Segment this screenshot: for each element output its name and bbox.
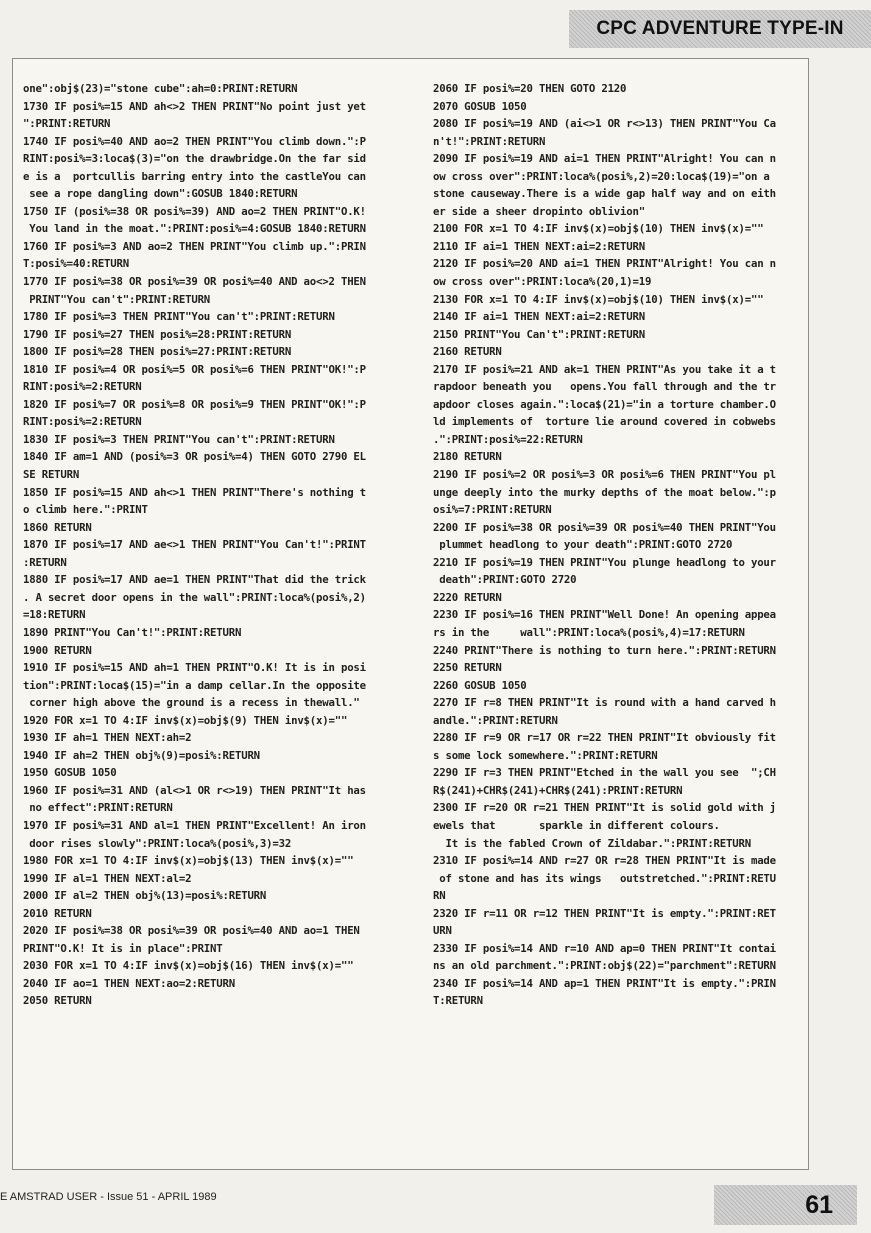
code-line: 1930 IF ah=1 THEN NEXT:ah=2 — [23, 731, 192, 745]
code-line: 1910 IF posi%=15 AND ah=1 THEN PRINT"O.K! It is in posi — [23, 661, 366, 675]
code-line: er side a sheer dropinto oblivion" — [433, 204, 645, 218]
code-line: 2050 RETURN — [23, 994, 92, 1008]
code-line: 2340 IF posi%=14 AND ap=1 THEN PRINT"It is empty.":PRIN — [433, 976, 776, 990]
code-line: no effect":PRINT:RETURN — [23, 801, 173, 815]
code-line: 2180 RETURN — [433, 450, 502, 464]
code-line: 2010 RETURN — [23, 906, 92, 920]
code-line: 2090 IF posi%=19 AND ai=1 THEN PRINT"Alright! You can n — [433, 152, 776, 166]
code-line: 1870 IF posi%=17 AND ae<>1 THEN PRINT"You Can't!":PRINT — [23, 538, 366, 552]
code-line: 1800 IF posi%=28 THEN posi%=27:PRINT:RETURN — [23, 345, 292, 359]
listing-panel — [12, 58, 809, 1170]
code-line: 1900 RETURN — [23, 643, 92, 657]
code-line: 2080 IF posi%=19 AND (ai<>1 OR r<>13) THEN PRINT"You Ca — [433, 117, 776, 131]
code-line: 2110 IF ai=1 THEN NEXT:ai=2:RETURN — [433, 239, 645, 253]
code-line: 2250 RETURN — [433, 661, 502, 675]
code-line: e is a portcullis barring entry into the castleYou can — [23, 169, 366, 183]
code-line: :RETURN — [23, 555, 67, 569]
code-line: 2100 FOR x=1 TO 4:IF inv$(x)=obj$(10) THEN inv$(x)="" — [433, 222, 764, 236]
code-line: It is the fabled Crown of Zildabar.":PRINT:RETURN — [433, 836, 751, 850]
code-line: 1830 IF posi%=3 THEN PRINT"You can't":PRINT:RETURN — [23, 432, 335, 446]
code-line: corner high above the ground is a recess in thewall." — [23, 696, 360, 710]
code-line: unge deeply into the murky depths of the moat below.":p — [433, 485, 776, 499]
code-line: 2240 PRINT"There is nothing to turn here.":PRINT:RETURN — [433, 643, 776, 657]
code-line: 1730 IF posi%=15 AND ah<>2 THEN PRINT"No point just yet — [23, 99, 366, 113]
code-line: RINT:posi%=2:RETURN — [23, 415, 142, 429]
code-line: RINT:posi%=3:loca$(3)="on the drawbridge.On the far sid — [23, 152, 366, 166]
code-line: R$(241)+CHR$(241)+CHR$(241):PRINT:RETURN — [433, 783, 683, 797]
code-line: =18:RETURN — [23, 608, 86, 622]
code-line: one":obj$(23)="stone cube":ah=0:PRINT:RETURN — [23, 82, 298, 95]
code-line: SE RETURN — [23, 468, 80, 482]
code-line: 2120 IF posi%=20 AND ai=1 THEN PRINT"Alright! You can n — [433, 257, 776, 271]
code-line: ow cross over":PRINT:loca%(20,1)=19 — [433, 275, 652, 289]
code-line: rapdoor beneath you opens.You fall through and the tr — [433, 380, 776, 394]
page-number-box — [714, 1185, 857, 1225]
publication-footer: E AMSTRAD USER - Issue 51 - APRIL 1989 — [0, 1191, 217, 1203]
code-line: see a rope dangling down":GOSUB 1840:RETURN — [23, 187, 298, 201]
code-line: 2160 RETURN — [433, 345, 502, 359]
code-line: 1840 IF am=1 AND (posi%=3 OR posi%=4) THEN GOTO 2790 EL — [23, 450, 366, 464]
code-line: 2330 IF posi%=14 AND r=10 AND ap=0 THEN PRINT"It contai — [433, 941, 776, 955]
code-line: 2210 IF posi%=19 THEN PRINT"You plunge headlong to your — [433, 555, 776, 569]
code-line: apdoor closes again.":loca$(21)="in a torture chamber.O — [433, 397, 776, 411]
code-line: o climb here.":PRINT — [23, 503, 148, 517]
code-line: ":PRINT:RETURN — [23, 117, 111, 131]
code-line: tion":PRINT:loca$(15)="in a damp cellar.In the opposite — [23, 678, 366, 692]
code-line: 1970 IF posi%=31 AND al=1 THEN PRINT"Excellent! An iron — [23, 818, 366, 832]
code-line: 2190 IF posi%=2 OR posi%=3 OR posi%=6 THEN PRINT"You pl — [433, 468, 776, 482]
code-line: ewels that sparkle in different colours. — [433, 818, 720, 832]
code-line: 2310 IF posi%=14 AND r=27 OR r=28 THEN PRINT"It is made — [433, 854, 776, 868]
code-line: URN — [433, 924, 452, 938]
code-line: 1780 IF posi%=3 THEN PRINT"You can't":PRINT:RETURN — [23, 310, 335, 324]
code-line: death":PRINT:GOTO 2720 — [433, 573, 577, 587]
code-line: osi%=7:PRINT:RETURN — [433, 503, 552, 517]
section-header — [569, 10, 871, 48]
code-line: PRINT"O.K! It is in place":PRINT — [23, 941, 223, 955]
code-line: 1740 IF posi%=40 AND ao=2 THEN PRINT"You climb down.":P — [23, 134, 366, 148]
code-line: ow cross over":PRINT:loca%(posi%,2)=20:loca$(19)="on a — [433, 169, 770, 183]
code-line: 1850 IF posi%=15 AND ah<>1 THEN PRINT"There's nothing t — [23, 485, 366, 499]
code-line: 1890 PRINT"You Can't!":PRINT:RETURN — [23, 625, 242, 639]
code-line: s some lock somewhere.":PRINT:RETURN — [433, 748, 658, 762]
code-line: 1820 IF posi%=7 OR posi%=8 OR posi%=9 THEN PRINT"OK!":P — [23, 397, 366, 411]
code-line: rs in the wall":PRINT:loca%(posi%,4)=17:RETURN — [433, 625, 745, 639]
code-line: 2280 IF r=9 OR r=17 OR r=22 THEN PRINT"It obviously fit — [433, 731, 776, 745]
code-line: 2030 FOR x=1 TO 4:IF inv$(x)=obj$(16) THEN inv$(x)="" — [23, 959, 354, 973]
code-line: 2290 IF r=3 THEN PRINT"Etched in the wall you see ";CH — [433, 766, 776, 780]
code-line: 1880 IF posi%=17 AND ae=1 THEN PRINT"That did the trick — [23, 573, 366, 587]
code-line: RINT:posi%=2:RETURN — [23, 380, 142, 394]
section-title: CPC ADVENTURE TYPE-IN — [596, 18, 844, 39]
code-line: RN — [433, 889, 446, 903]
code-line: 1790 IF posi%=27 THEN posi%=28:PRINT:RETURN — [23, 327, 292, 341]
code-line: 2040 IF ao=1 THEN NEXT:ao=2:RETURN — [23, 976, 235, 990]
code-line: 1990 IF al=1 THEN NEXT:al=2 — [23, 871, 192, 885]
code-line: n't!":PRINT:RETURN — [433, 134, 546, 148]
code-line: plummet headlong to your death":PRINT:GOTO 2720 — [433, 538, 733, 552]
code-line: 2020 IF posi%=38 OR posi%=39 OR posi%=40 AND ao=1 THEN — [23, 924, 360, 938]
code-line: 2200 IF posi%=38 OR posi%=39 OR posi%=40 THEN PRINT"You — [433, 520, 776, 534]
code-line: . A secret door opens in the wall":PRINT:loca%(posi%,2) — [23, 590, 366, 604]
code-line: 1950 GOSUB 1050 — [23, 766, 117, 780]
code-line: 1760 IF posi%=3 AND ao=2 THEN PRINT"You climb up.":PRIN — [23, 239, 366, 253]
code-line: 1960 IF posi%=31 AND (al<>1 OR r<>19) THEN PRINT"It has — [23, 783, 366, 797]
code-line: 1920 FOR x=1 TO 4:IF inv$(x)=obj$(9) THEN inv$(x)="" — [23, 713, 348, 727]
code-line: of stone and has its wings outstretched.":PRINT:RETU — [433, 871, 776, 885]
code-line: 2060 IF posi%=20 THEN GOTO 2120 — [433, 82, 627, 95]
code-line: 2130 FOR x=1 TO 4:IF inv$(x)=obj$(10) THEN inv$(x)="" — [433, 292, 764, 306]
code-line: 2140 IF ai=1 THEN NEXT:ai=2:RETURN — [433, 310, 645, 324]
code-line: 1860 RETURN — [23, 520, 92, 534]
code-line: 2300 IF r=20 OR r=21 THEN PRINT"It is solid gold with j — [433, 801, 776, 815]
code-line: 1980 FOR x=1 TO 4:IF inv$(x)=obj$(13) THEN inv$(x)="" — [23, 854, 354, 868]
code-line: You land in the moat.":PRINT:posi%=4:GOSUB 1840:RETURN — [23, 222, 366, 236]
listing-left-column — [23, 80, 415, 1010]
code-line: 2070 GOSUB 1050 — [433, 99, 527, 113]
code-line: 2000 IF al=2 THEN obj%(13)=posi%:RETURN — [23, 889, 267, 903]
code-line: 1750 IF (posi%=38 OR posi%=39) AND ao=2 THEN PRINT"O.K! — [23, 204, 366, 218]
code-line: ld implements of torture lie around covered in cobwebs — [433, 415, 776, 429]
code-line: 2150 PRINT"You Can't":PRINT:RETURN — [433, 327, 645, 341]
code-line: 2320 IF r=11 OR r=12 THEN PRINT"It is empty.":PRINT:RET — [433, 906, 776, 920]
code-line: 1810 IF posi%=4 OR posi%=5 OR posi%=6 THEN PRINT"OK!":P — [23, 362, 366, 376]
code-line: 1940 IF ah=2 THEN obj%(9)=posi%:RETURN — [23, 748, 260, 762]
code-line: T:RETURN — [433, 994, 483, 1008]
code-line: ns an old parchment.":PRINT:obj$(22)="parchment":RETURN — [433, 959, 776, 973]
code-line: 2220 RETURN — [433, 590, 502, 604]
code-line: door rises slowly":PRINT:loca%(posi%,3)=32 — [23, 836, 292, 850]
code-line: 2170 IF posi%=21 AND ak=1 THEN PRINT"As you take it a t — [433, 362, 776, 376]
code-line: stone causeway.There is a wide gap half way and on eith — [433, 187, 776, 201]
code-line: 2230 IF posi%=16 THEN PRINT"Well Done! An opening appea — [433, 608, 776, 622]
code-line: andle.":PRINT:RETURN — [433, 713, 558, 727]
code-line: 2270 IF r=8 THEN PRINT"It is round with a hand carved h — [433, 696, 776, 710]
code-line: 1770 IF posi%=38 OR posi%=39 OR posi%=40 AND ao<>2 THEN — [23, 275, 366, 289]
code-line: .":PRINT:posi%=22:RETURN — [433, 432, 583, 446]
code-line: PRINT"You can't":PRINT:RETURN — [23, 292, 211, 306]
page-number: 61 — [805, 1190, 833, 1219]
listing-right-column — [433, 80, 805, 1010]
code-line: T:posi%=40:RETURN — [23, 257, 129, 271]
code-line: 2260 GOSUB 1050 — [433, 678, 527, 692]
